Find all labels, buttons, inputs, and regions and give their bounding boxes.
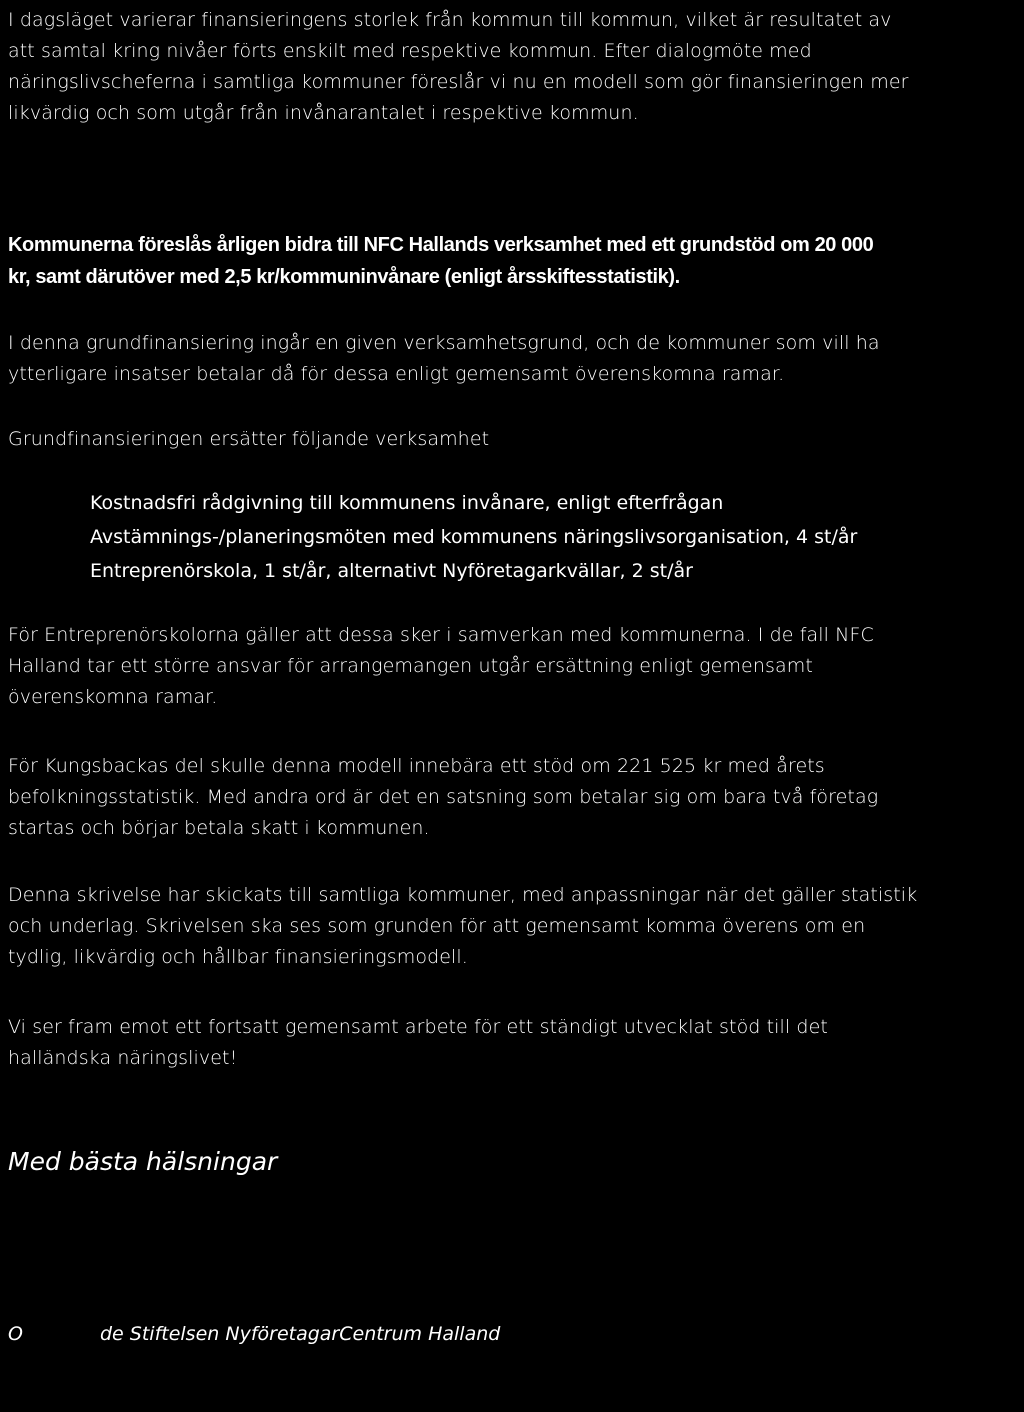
text-line: startas och börjar betala skatt i kommunen.	[8, 817, 430, 839]
text-line: Kommunerna föreslås årligen bidra till NFC Hallands verksamhet med ett grundstöd om 20 000	[8, 234, 874, 256]
text-line: tydlig, likvärdig och hållbar finansieringsmodell.	[8, 946, 468, 968]
signature	[8, 1319, 500, 1349]
proposal-paragraph	[8, 229, 1018, 293]
text-line: I dagsläget varierar finansieringens storlek från kommun till kommun, vilket är resultatet av	[8, 9, 892, 31]
text-line: och underlag. Skrivelsen ska ses som grunden för att gemensamt komma överens om en	[8, 915, 866, 937]
text-line: Vi ser fram emot ett fortsatt gemensamt arbete för ett ständigt utvecklat stöd till det	[8, 1016, 828, 1038]
list-item: Kostnadsfri rådgivning till kommunens invånare, enligt efterfrågan	[90, 492, 724, 514]
text-line: Halland tar ett större ansvar för arrangemangen utgår ersättning enligt gemensamt	[8, 655, 813, 677]
text-line: För Kungsbackas del skulle denna modell innebära ett stöd om 221 525 kr med årets	[8, 755, 825, 777]
text-line: halländska näringslivet!	[8, 1047, 238, 1069]
text-line: I denna grundfinansiering ingår en given verksamhetsgrund, och de kommuner som vill ha	[8, 332, 880, 354]
paragraph-looking-forward	[8, 1012, 1018, 1074]
paragraph-entrepreneur-schools	[8, 620, 1018, 713]
text-line: ytterligare insatser betalar då för dessa enligt gemensamt överenskomna ramar.	[8, 363, 785, 385]
text-line: Denna skrivelse har skickats till samtliga kommuner, med anpassningar när det gäller statistik	[8, 884, 918, 906]
paragraph-kungsbacka	[8, 751, 1018, 844]
text-line: överenskomna ramar.	[8, 686, 218, 708]
activities-list	[90, 486, 857, 588]
signature-organization: de Stiftelsen NyföretagarCentrum Halland	[100, 1323, 501, 1345]
list-item: Avstämnings-/planeringsmöten med kommunens näringslivsorganisation, 4 st/år	[90, 526, 858, 548]
signature-initial: O	[8, 1323, 23, 1345]
list-intro	[8, 424, 1018, 455]
list-intro-text: Grundfinansieringen ersätter följande verksamhet	[8, 428, 490, 450]
text-line: likvärdig och som utgår från invånarantalet i respektive kommun.	[8, 102, 639, 124]
paragraph-letter-sent	[8, 880, 1018, 973]
closing-greeting: Med bästa hälsningar	[8, 1147, 278, 1176]
list-item: Entreprenörskola, 1 st/år, alternativt Nyföretagarkvällar, 2 st/år	[90, 560, 693, 582]
paragraph-financing-variation	[8, 5, 1018, 129]
paragraph-base-financing	[8, 328, 1018, 390]
text-line: att samtal kring nivåer förts enskilt med respektive kommun. Efter dialogmöte med	[8, 40, 812, 62]
text-line: näringslivscheferna i samtliga kommuner föreslår vi nu en modell som gör finansieringen mer	[8, 71, 909, 93]
text-line: befolkningsstatistik. Med andra ord är det en satsning som betalar sig om bara två företag	[8, 786, 879, 808]
text-line: kr, samt därutöver med 2,5 kr/kommuninvånare (enligt årsskiftesstatistik).	[8, 266, 680, 288]
text-line: För Entreprenörskolorna gäller att dessa sker i samverkan med kommunerna. I de fall NFC	[8, 624, 874, 646]
